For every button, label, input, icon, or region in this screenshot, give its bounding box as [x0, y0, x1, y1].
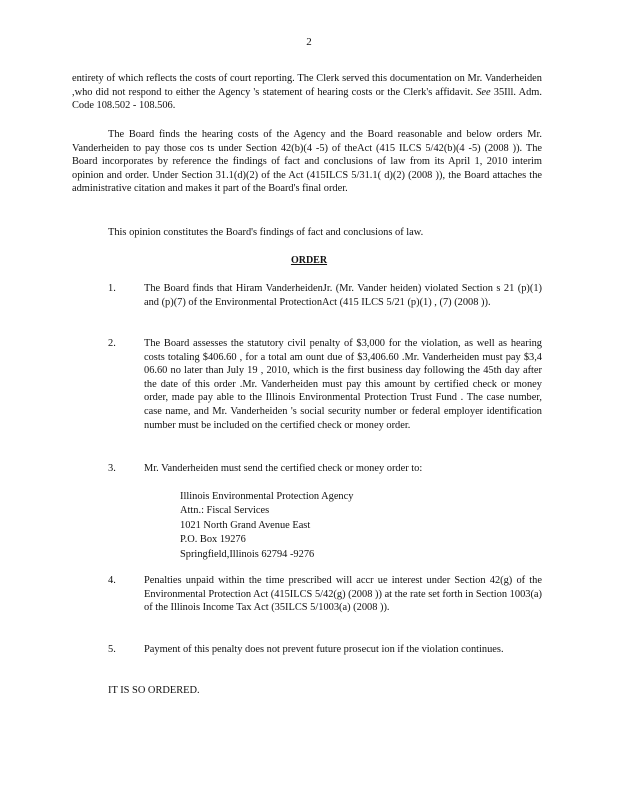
order-item-text: The Board assesses the statutory civil penalty of $3,000 for the violation, as well as hearing costs totaling $406.60 , for a total am ount due of $3,406.60 .Mr. Vanderheiden must pay $3,4 06.60 no later than July 19 , 2010, which is the first business day following the 45th day after the date of this order .Mr. Vanderheiden must pay this amount by certified check or money order, made pay able to the Illinois Environmental Protection Trust Fund . The case number, case name, and Mr. Vanderheiden 's social security number or federal employer identification number must be included on the certified check or money order.: [144, 338, 542, 431]
order-item: [108, 337, 542, 432]
address-line: Illinois Environmental Protection Agency: [180, 491, 354, 502]
paragraph-conclusion: This opinion constitutes the Board's findings of fact and conclusions of law.: [108, 227, 424, 238]
order-heading-text: ORDER: [290, 255, 328, 266]
order-item: [108, 282, 542, 309]
see-signal: See: [476, 86, 491, 98]
order-item-number: 2.: [108, 338, 116, 349]
page-number: 2: [306, 36, 312, 48]
address-line: Springfield,Illinois 62794 -9276: [180, 548, 315, 560]
address-line: 1021 North Grand Avenue East: [180, 519, 311, 531]
order-item-number: 3.: [108, 463, 116, 474]
order-item-text: Penalties unpaid within the time prescribed will accr ue interest under Section 42(g) of the Environmental Protection Act (415ILCS 5/42(g) (2008 )) at the rate set forth in Section 1003(a) of the Illinois Income Tax Act (35ILCS 5/1003(a) (2008 )).: [144, 575, 542, 614]
address-line: P.O. Box 19276: [180, 534, 246, 546]
paragraph-costs: [72, 72, 542, 113]
order-item: [108, 643, 542, 657]
paragraph-costs-citation: 35Ill. Adm. Code 108.502 - 108.506.: [72, 86, 542, 112]
paragraph-costs-text: entirety of which reflects the costs of court reporting. The Clerk served this documentation on Mr. Vanderheiden ,who did not respond to either the Agency 's statement of hearing costs or the Clerk's affidavit.: [72, 73, 542, 98]
closing-statement: IT IS SO ORDERED.: [108, 685, 200, 696]
order-item-number: 1.: [108, 283, 116, 294]
order-item-text: The Board finds that Hiram VanderheidenJr. (Mr. Vander heiden) violated Section s 21 (p)(1) and (p)(7) of the Environmental ProtectionAct (415 ILCS 5/21 (p)(1) , (7) (2008 )).: [144, 283, 542, 308]
order-heading: [0, 254, 618, 268]
mailing-address: [180, 490, 440, 562]
order-item-number: 5.: [108, 644, 116, 655]
paragraph-findings: The Board finds the hearing costs of the Agency and the Board reasonable and below orders Mr. Vanderheiden to pay those cos ts under Section 42(b)(4 -5) of theAct (415 ILCS 5/42(b)(4 -5) (2008 )). The Board incorporates by reference the findings of fact and conclusions of law from its April 1, 2010 interim opinion and order. Under Section 31.1(d)(2) of the Act (415ILCS 5/31.1( d)(2) (2008 )), the Board attaches the administrative citation and makes it part of the Board's final order.: [72, 129, 542, 195]
address-line: Attn.: Fiscal Services: [180, 505, 270, 517]
order-item-number: 4.: [108, 575, 116, 586]
order-item-text: Payment of this penalty does not prevent future prosecut ion if the violation continues.: [144, 644, 504, 655]
order-item: [108, 462, 542, 476]
order-item: [108, 574, 542, 615]
order-item-text: Mr. Vanderheiden must send the certified check or money order to:: [144, 463, 423, 474]
